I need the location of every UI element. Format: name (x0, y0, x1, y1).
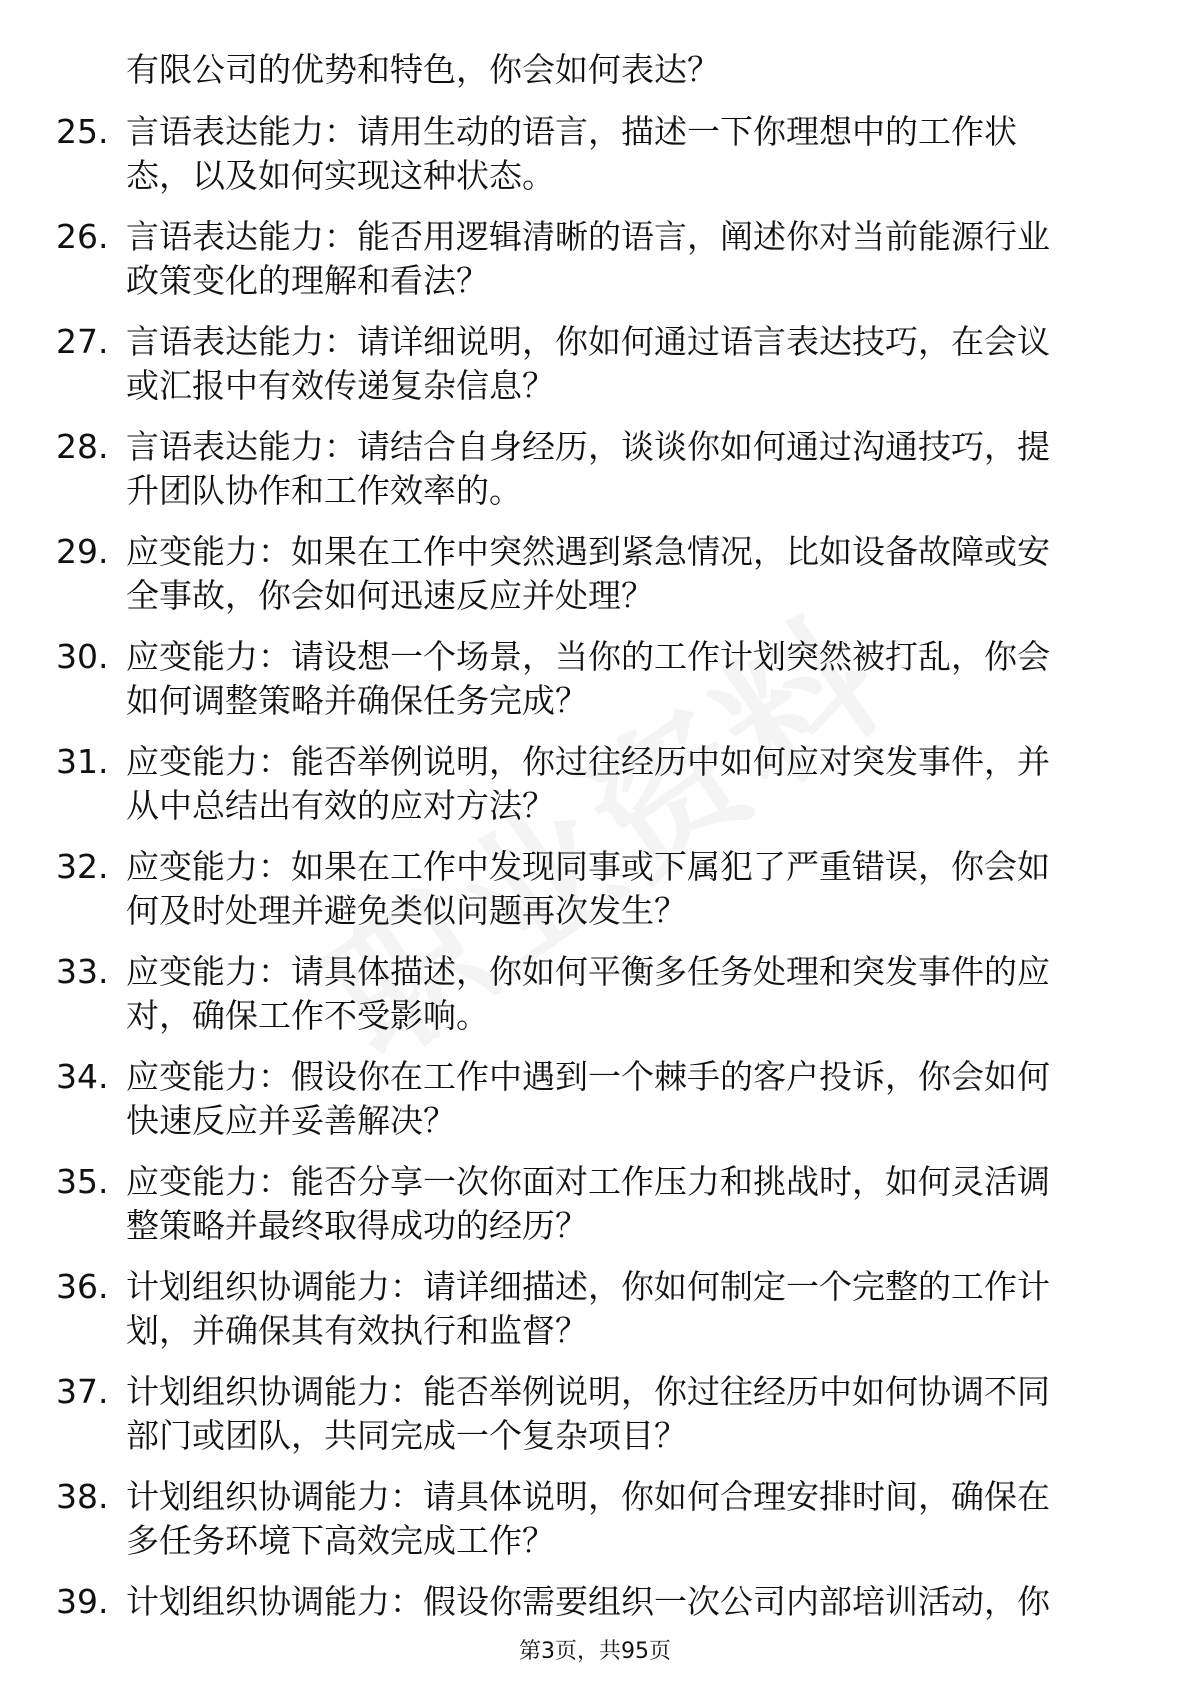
question-number: 31. (56, 742, 109, 781)
question-text: 应变能力：能否分享一次你面对工作压力和挑战时，如何灵活调 整策略并最终取得成功的经历？ (126, 1162, 1050, 1245)
question-item (0, 1370, 1190, 1475)
question-text: 应变能力：假设你在工作中遇到一个棘手的客户投诉，你会如何 快速反应并妥善解决？ (126, 1057, 1050, 1140)
question-number: 26. (56, 217, 109, 256)
question-item (0, 950, 1190, 1055)
continuation-text: 有限公司的优势和特色，你会如何表达？ (126, 50, 720, 89)
question-text: 应变能力：如果在工作中突然遇到紧急情况，比如设备故障或安 全事故，你会如何迅速反应并处理？ (126, 532, 1050, 615)
question-item (0, 1265, 1190, 1370)
question-text: 应变能力：请设想一个场景，当你的工作计划突然被打乱，你会 如何调整策略并确保任务完成？ (126, 637, 1050, 720)
question-number: 28. (56, 427, 109, 466)
question-number: 32. (56, 847, 109, 886)
question-number: 39. (56, 1582, 109, 1621)
question-number: 27. (56, 322, 109, 361)
question-text: 计划组织协调能力：请详细描述，你如何制定一个完整的工作计 划，并确保其有效执行和监督？ (126, 1267, 1050, 1350)
question-text: 言语表达能力：能否用逻辑清晰的语言，阐述你对当前能源行业 政策变化的理解和看法？ (126, 217, 1050, 300)
question-item (0, 1475, 1190, 1580)
question-item (0, 425, 1190, 530)
question-item (0, 740, 1190, 845)
question-text: 应变能力：能否举例说明，你过往经历中如何应对突发事件，并 从中总结出有效的应对方法？ (126, 742, 1050, 825)
question-item (0, 1160, 1190, 1265)
question-item (0, 1580, 1190, 1640)
question-text: 计划组织协调能力：请具体说明，你如何合理安排时间，确保在 多任务环境下高效完成工作？ (126, 1477, 1050, 1560)
question-text: 言语表达能力：请结合自身经历，谈谈你如何通过沟通技巧，提 升团队协作和工作效率的。 (126, 427, 1050, 510)
question-number: 25. (56, 112, 109, 151)
question-item (0, 320, 1190, 425)
page-footer: 第3页，共95页 (519, 1639, 671, 1664)
question-text: 应变能力：如果在工作中发现同事或下属犯了严重错误，你会如 何及时处理并避免类似问题再次发生？ (126, 847, 1050, 930)
question-item (0, 110, 1190, 215)
question-number: 30. (56, 637, 109, 676)
question-number: 29. (56, 532, 109, 571)
question-text: 言语表达能力：请用生动的语言，描述一下你理想中的工作状 态，以及如何实现这种状态。 (126, 112, 1017, 195)
question-item (0, 635, 1190, 740)
question-number: 37. (56, 1372, 109, 1411)
question-item (0, 1055, 1190, 1160)
question-number: 34. (56, 1057, 109, 1096)
question-number: 35. (56, 1162, 109, 1201)
question-item (0, 215, 1190, 320)
question-number: 38. (56, 1477, 109, 1516)
question-text: 计划组织协调能力：假设你需要组织一次公司内部培训活动，你 (126, 1582, 1050, 1621)
question-text: 计划组织协调能力：能否举例说明，你过往经历中如何协调不同 部门或团队，共同完成一个复杂项目？ (126, 1372, 1050, 1455)
question-text: 言语表达能力：请详细说明，你如何通过语言表达技巧，在会议 或汇报中有效传递复杂信息？ (126, 322, 1050, 405)
question-number: 36. (56, 1267, 109, 1306)
question-text: 应变能力：请具体描述，你如何平衡多任务处理和突发事件的应 对，确保工作不受影响。 (126, 952, 1050, 1035)
question-number: 33. (56, 952, 109, 991)
question-item (0, 845, 1190, 950)
question-item (0, 530, 1190, 635)
question-list (0, 110, 1190, 1640)
